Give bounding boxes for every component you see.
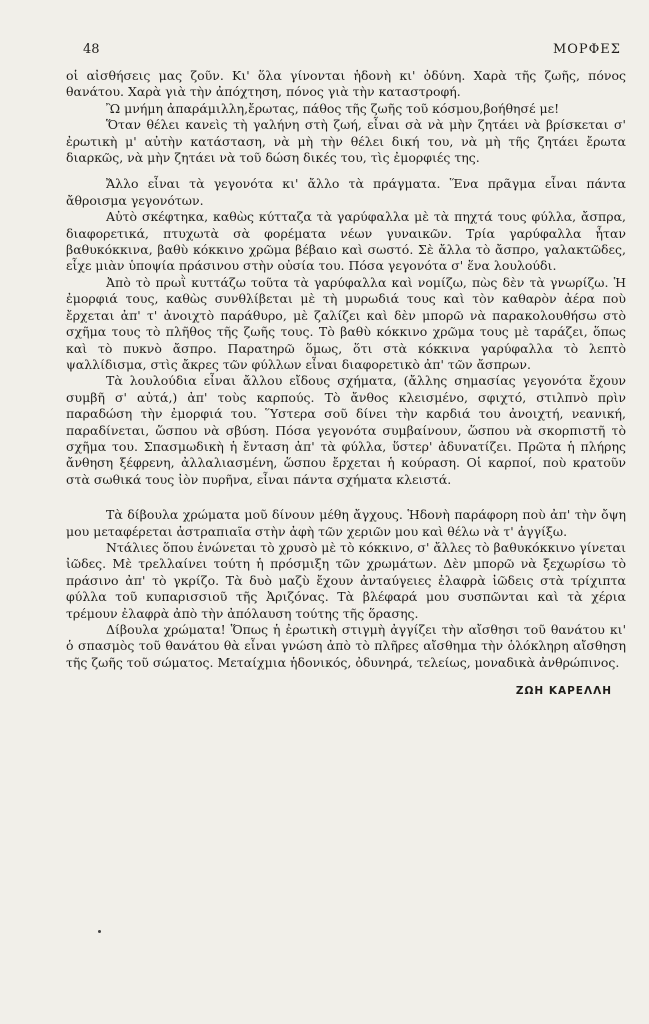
article-body [66,68,626,697]
paragraph: Ντάλιες ὅπου ἑνώνεται τὸ χρυσὸ μὲ τὸ κόκκινο, σ' ἄλλες τὸ βαθυκόκκινο γίνεται ἰῶδες. Μὲ τρελλαίνει τούτη ἡ πρόσμιξη τῶν χρωμάτων. Δὲν μπορῶ νὰ ξεχωρίσω τὸ πράσινο ἀπ' τὸ γκρίζο. Τὰ δυὸ μαζὺ ἔχουν ἀνταύγειες ἐλαφρὰ ἰῶδεις στὰ τρίχιπτα φύλλα τοῦ κυπαρισσιοῦ τῆς Ἀριζόνας. Τὰ βλέφαρά μου συσπῶνται καὶ τὰ χέρια τρέμουν ἐλαφρὰ ἀπὸ τὴν ἀπόλαυση τούτης τῆς ὅρασης. [66,539,626,621]
ink-speck [98,930,101,933]
paragraph: οἱ αἰσθήσεις μας ζοῦν. Κι' ὅλα γίνονται ἡδονὴ κι' ὀδύνη. Χαρὰ τῆς ζωῆς, πόνος θανάτου. Χαρὰ γιὰ τὴν ἀπόχτηση, πόνος γιὰ τὴν καταστροφή. [66,68,626,100]
paragraph: Ὅταν θέλει κανεὶς τὴ γαλήνη στὴ ζωή, εἶναι σὰ νὰ μὴν ζητάει νὰ βρίσκεται σ' ἐρωτικὴ μ' αὐτὴν κατάσταση, νὰ μὴ τὴν θέλει δική του, νὰ μὴ τῆς ζητάει ἔρωτα διαρκῶς, νὰ μὴν ζητάει νὰ τοῦ δώση δικές του, τὶς ἐμορφιές της. [66,117,626,166]
paragraph: Αὐτὸ σκέφτηκα, καθὼς κύτταζα τὰ γαρύφαλλα μὲ τὰ πηχτά τους φύλλα, ἄσπρα, διαφορετικά, πτυχωτὰ σὰ φορέματα νέων γυναικῶν. Τρία γαρύφαλλα ἦταν βαθυκόκκινα, βαθὺ κόκκινο χρῶμα βέβαιο καὶ σωστό. Σὲ ἄλλα τὸ ἄσπρο, γαλακτῶδες, εἶχε μιὰν ὑποψία πράσινου στὴν οὐσία του. Πόσα γεγονότα σ' ἕνα λουλούδι. [66,209,626,274]
author-signature: ΖΩΗ ΚΑΡΕΛΛΗ [515,685,612,698]
page-header [83,42,621,62]
paragraph: Ἄλλο εἶναι τὰ γεγονότα κι' ἄλλο τὰ πράγματα. Ἕνα πρᾶγμα εἶναι πάντα ἄθροισμα γεγονότων. [66,176,626,208]
running-title: ΜΟΡΦΕΣ [552,42,621,57]
paragraph: Τὰ λουλούδια εἶναι ἄλλου εἴδους σχήματα, (ἄλλης σημασίας γεγονότα ἔχουν συμβῆ σ' αὐτά,) ἀπ' τοὺς καρπούς. Τὸ ἄνθος κλεισμένο, σφιχτό, στιλπνὸ πρὶν παραδώση τὴν ἐμορφιά του. Ὕστερα σοῦ δίνει τὴν καρδιά του ἀνοιχτή, νεανική, παραδίνεται, ὥσπου νὰ σβύση. Πόσα γεγονότα συμβαίνουν, ὥσπου νὰ σκορπιστῆ τὸ σχῆμα του. Σπασμωδικὴ ἡ ἔνταση ἀπ' τὰ φύλλα, ὕστερ' ἀδυνατίζει. Πρῶτα ἡ πλήρης ἄνθηση ξέφρενη, ἀλλαλιασμένη, ὥσπου ἔρχεται ἡ κούραση. Οἱ καρποί, ποὺ κρατοῦν στὰ σωθικά τους ἰὸν πυρῆνα, εἶναι πάντα σχήματα κλειστά. [66,373,626,487]
paragraph: Ὢ μνήμη ἀπαράμιλλη,ἔρωτας, πάθος τῆς ζωῆς τοῦ κόσμου,βοήθησέ με! [106,100,560,116]
paragraph: Τὰ δίβουλα χρώματα μοῦ δίνουν μέθη ἄγχους. Ἡδονὴ παράφορη ποὺ ἀπ' τὴν ὄψη μου μεταφέρεται ἀστραπιαῖα στὴν ἀφὴ τῶν χεριῶν μου καὶ θέλω νὰ τ' ἀγγίξω. [66,507,626,539]
paragraph: Ἀπὸ τὸ πρωῒ κυττάζω τοῦτα τὰ γαρύφαλλα καὶ νομίζω, πὼς δὲν τὰ γνωρίζω. Ἡ ἐμορφιά τους, καθὼς συνθλίβεται μὲ τὴ μυρωδιά τους καὶ τὸν καθαρὸν ἀέρα ποὺ ἔρχεται ἀπ' τ' ἀνοιχτὸ παράθυρο, μὲ ζαλίζει καὶ δὲν μπορῶ νὰ παρακολουθήσω στὸ σχῆμα τους τὸ πλῆθος τῆς ζωῆς τους. Τὸ βαθὺ κόκκινο χρῶμα τους μὲ ταράζει, ὅπως καὶ τὸ πυκνὸ ἄσπρο. Παρατηρῶ ὅμως, ὅτι στὰ κόκκινα γαρύφαλλα τὸ λεπτὸ ψαλλίδισμα, στὶς ἄκρες τῶν φύλλων εἶναι διαφορετικὸ ἀπ' τῶν ἄσπρων. [66,274,626,372]
page-number: 48 [83,42,100,57]
paragraph: Δίβουλα χρώματα! Ὅπως ἡ ἐρωτικὴ στιγμὴ ἀγγίζει τὴν αἴσθησι τοῦ θανάτου κι' ὁ σπασμὸς τοῦ θανάτου θὰ εἶναι γνώση ἀπὸ τὸ πλῆρες αἴσθημα τὴν ὁλόκληρη αἴσθηση τῆς ζωῆς τοῦ σώματος. Μεταίχμια ἡδονικός, ὀδυνηρά, τελείως, μοναδικὰ ἀνθρώπινος. [66,622,626,670]
